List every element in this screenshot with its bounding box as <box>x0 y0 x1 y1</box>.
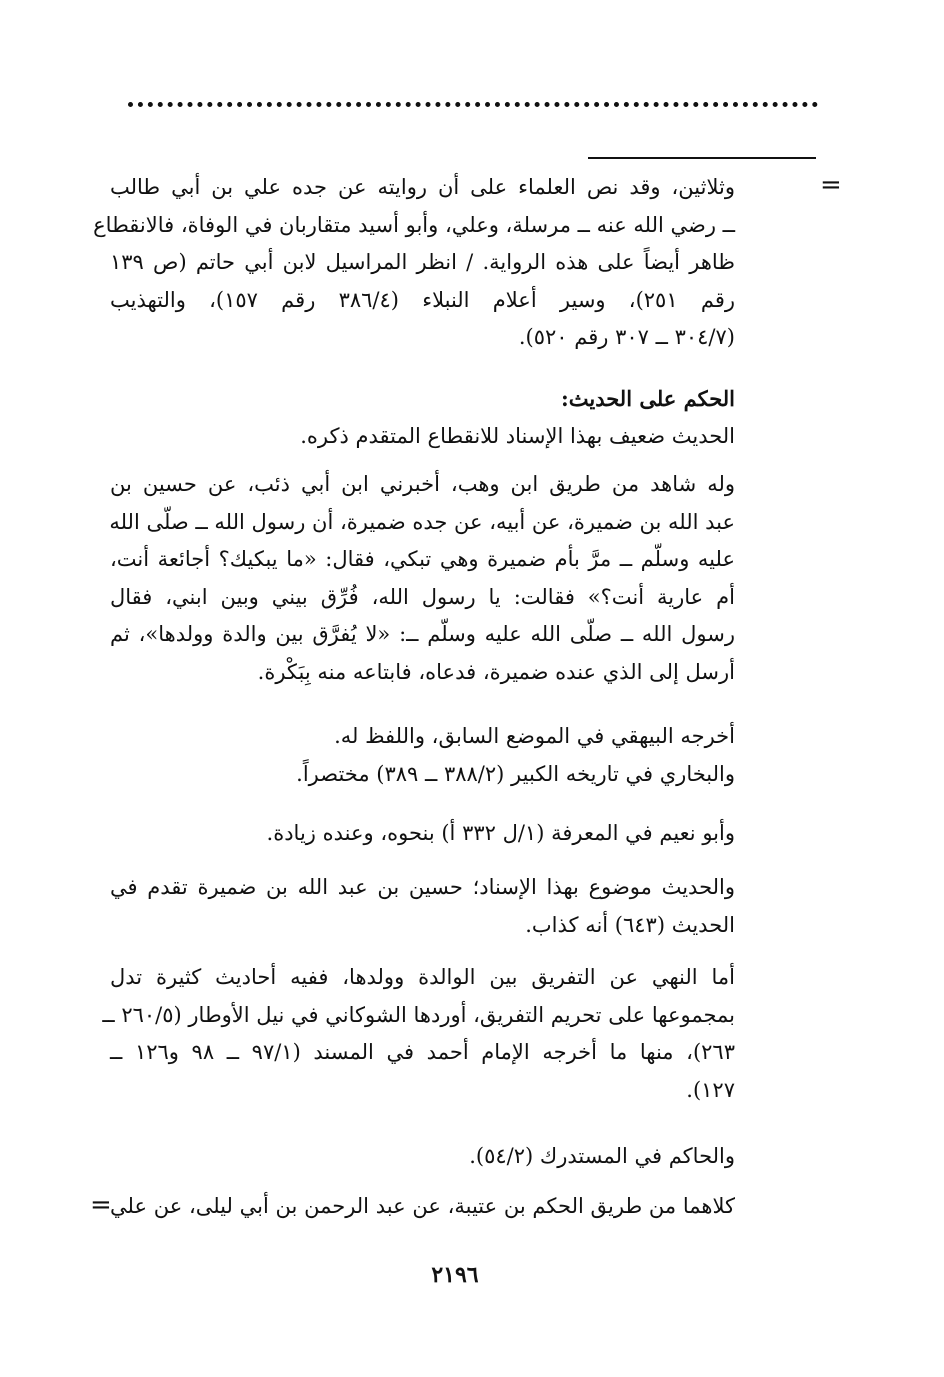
hakim-paragraph <box>110 1138 735 1176</box>
paragraph-line: وله شاهد من طريق ابن وهب، أخبرني ابن أبي ذئب، عن حسين بن <box>110 472 735 496</box>
footnote-line: وثلاثين، وقد نص العلماء على أن روايته عن جده علي بن أبي طالب <box>110 175 735 199</box>
section-heading: الحكم على الحديث: <box>561 386 735 411</box>
ruling-text: الحديث ضعيف بهذا الإسناد للانقطاع المتقدم ذكره. <box>300 423 735 448</box>
paragraph-line: والحاكم في المستدرك (٥٤/٢). <box>469 1144 735 1168</box>
footnote-line: ــ رضي الله عنه ــ مرسلة، وعلي، وأبو أسيد متقاربان في الوفاة، فالانقطاع <box>93 212 735 237</box>
paragraph-line: عبد الله بن ضميرة، عن أبيه، عن جده ضميرة، أن رسول الله ــ صلّى الله <box>109 509 735 534</box>
continuation-mark: = <box>820 170 842 200</box>
footnote-continuation <box>93 169 736 357</box>
paragraph-line: أرسل إلى الذي عنده ضميرة، فدعاه، فابتاعه منه بِبَكْرة. <box>257 659 735 684</box>
page-number: ٢١٩٦ <box>431 1262 479 1288</box>
footnote-line: ظاهر أيضاً على هذه الرواية. / انظر المراسيل لابن أبي حاتم (ص ١٣٩ <box>110 250 735 274</box>
paragraph-line: ٢٦٣)، منها ما أخرجه الإمام أحمد في المسند (٩٧/١ ــ ٩٨ و١٢٦ ــ <box>110 1040 735 1064</box>
source-bayhaqi <box>110 718 735 793</box>
final-paragraph <box>110 1188 735 1226</box>
paragraph-line: أما النهي عن التفريق بين الوالدة وولدها، ففيه أحاديث كثيرة تدل <box>110 965 735 989</box>
paragraph-line: وأبو نعيم في المعرفة (١/ل ٣٣٢ أ) بنحوه، وعنده زيادة. <box>266 821 735 845</box>
footnote-rule <box>588 157 816 159</box>
dotted-header-line <box>128 102 818 107</box>
fabricated-paragraph <box>110 869 735 944</box>
paragraph-line: رسول الله ــ صلّى الله عليه وسلّم ــ: «لا يُفرَّق بين والدة وولدها»، ثم <box>110 622 735 646</box>
paragraph-line: عليه وسلّم ــ مرَّ بأم ضميرة وهي تبكي، فقال: «ما يبكيك؟ أجائعة أنت، <box>110 547 735 571</box>
continuation-mark: = <box>90 1190 112 1220</box>
paragraph-line: ١٢٧). <box>686 1077 735 1102</box>
source-abu-nuaym <box>110 815 735 853</box>
paragraph-line: والحديث موضوع بهذا الإسناد؛ حسين بن عبد الله بن ضميرة تقدم في <box>110 875 735 899</box>
paragraph-line: أخرجه البيهقي في الموضع السابق، واللفظ له. <box>334 724 735 748</box>
ruling-section <box>110 380 735 455</box>
footnote-line: (٣٠٤/٧ ــ ٣٠٧ رقم ٥٢٠). <box>518 325 735 349</box>
footnote-line: رقم ٢٥١)، وسير أعلام النبلاء (٣٨٦/٤ رقم ١٥٧)، والتهذيب <box>110 287 736 312</box>
paragraph-line: والبخاري في تاريخه الكبير (٣٨٨/٢ ــ ٣٨٩) مختصراً. <box>296 761 735 786</box>
paragraph-line: أم عارية أنت؟» فقالت: يا رسول الله، فُرِّق بيني وبين ابني، فقال <box>110 584 735 609</box>
paragraph-line: كلاهما من طريق الحكم بن عتيبة، عن عبد الرحمن بن أبي ليلى، عن علي <box>110 1194 735 1218</box>
prohibition-paragraph <box>102 959 735 1109</box>
paragraph-line: الحديث (٦٤٣) أنه كذاب. <box>525 912 735 937</box>
witness-paragraph <box>110 466 735 691</box>
paragraph-line: بمجموعها على تحريم التفريق، أوردها الشوكاني في نيل الأوطار (٢٦٠/٥ ــ <box>102 1002 735 1027</box>
